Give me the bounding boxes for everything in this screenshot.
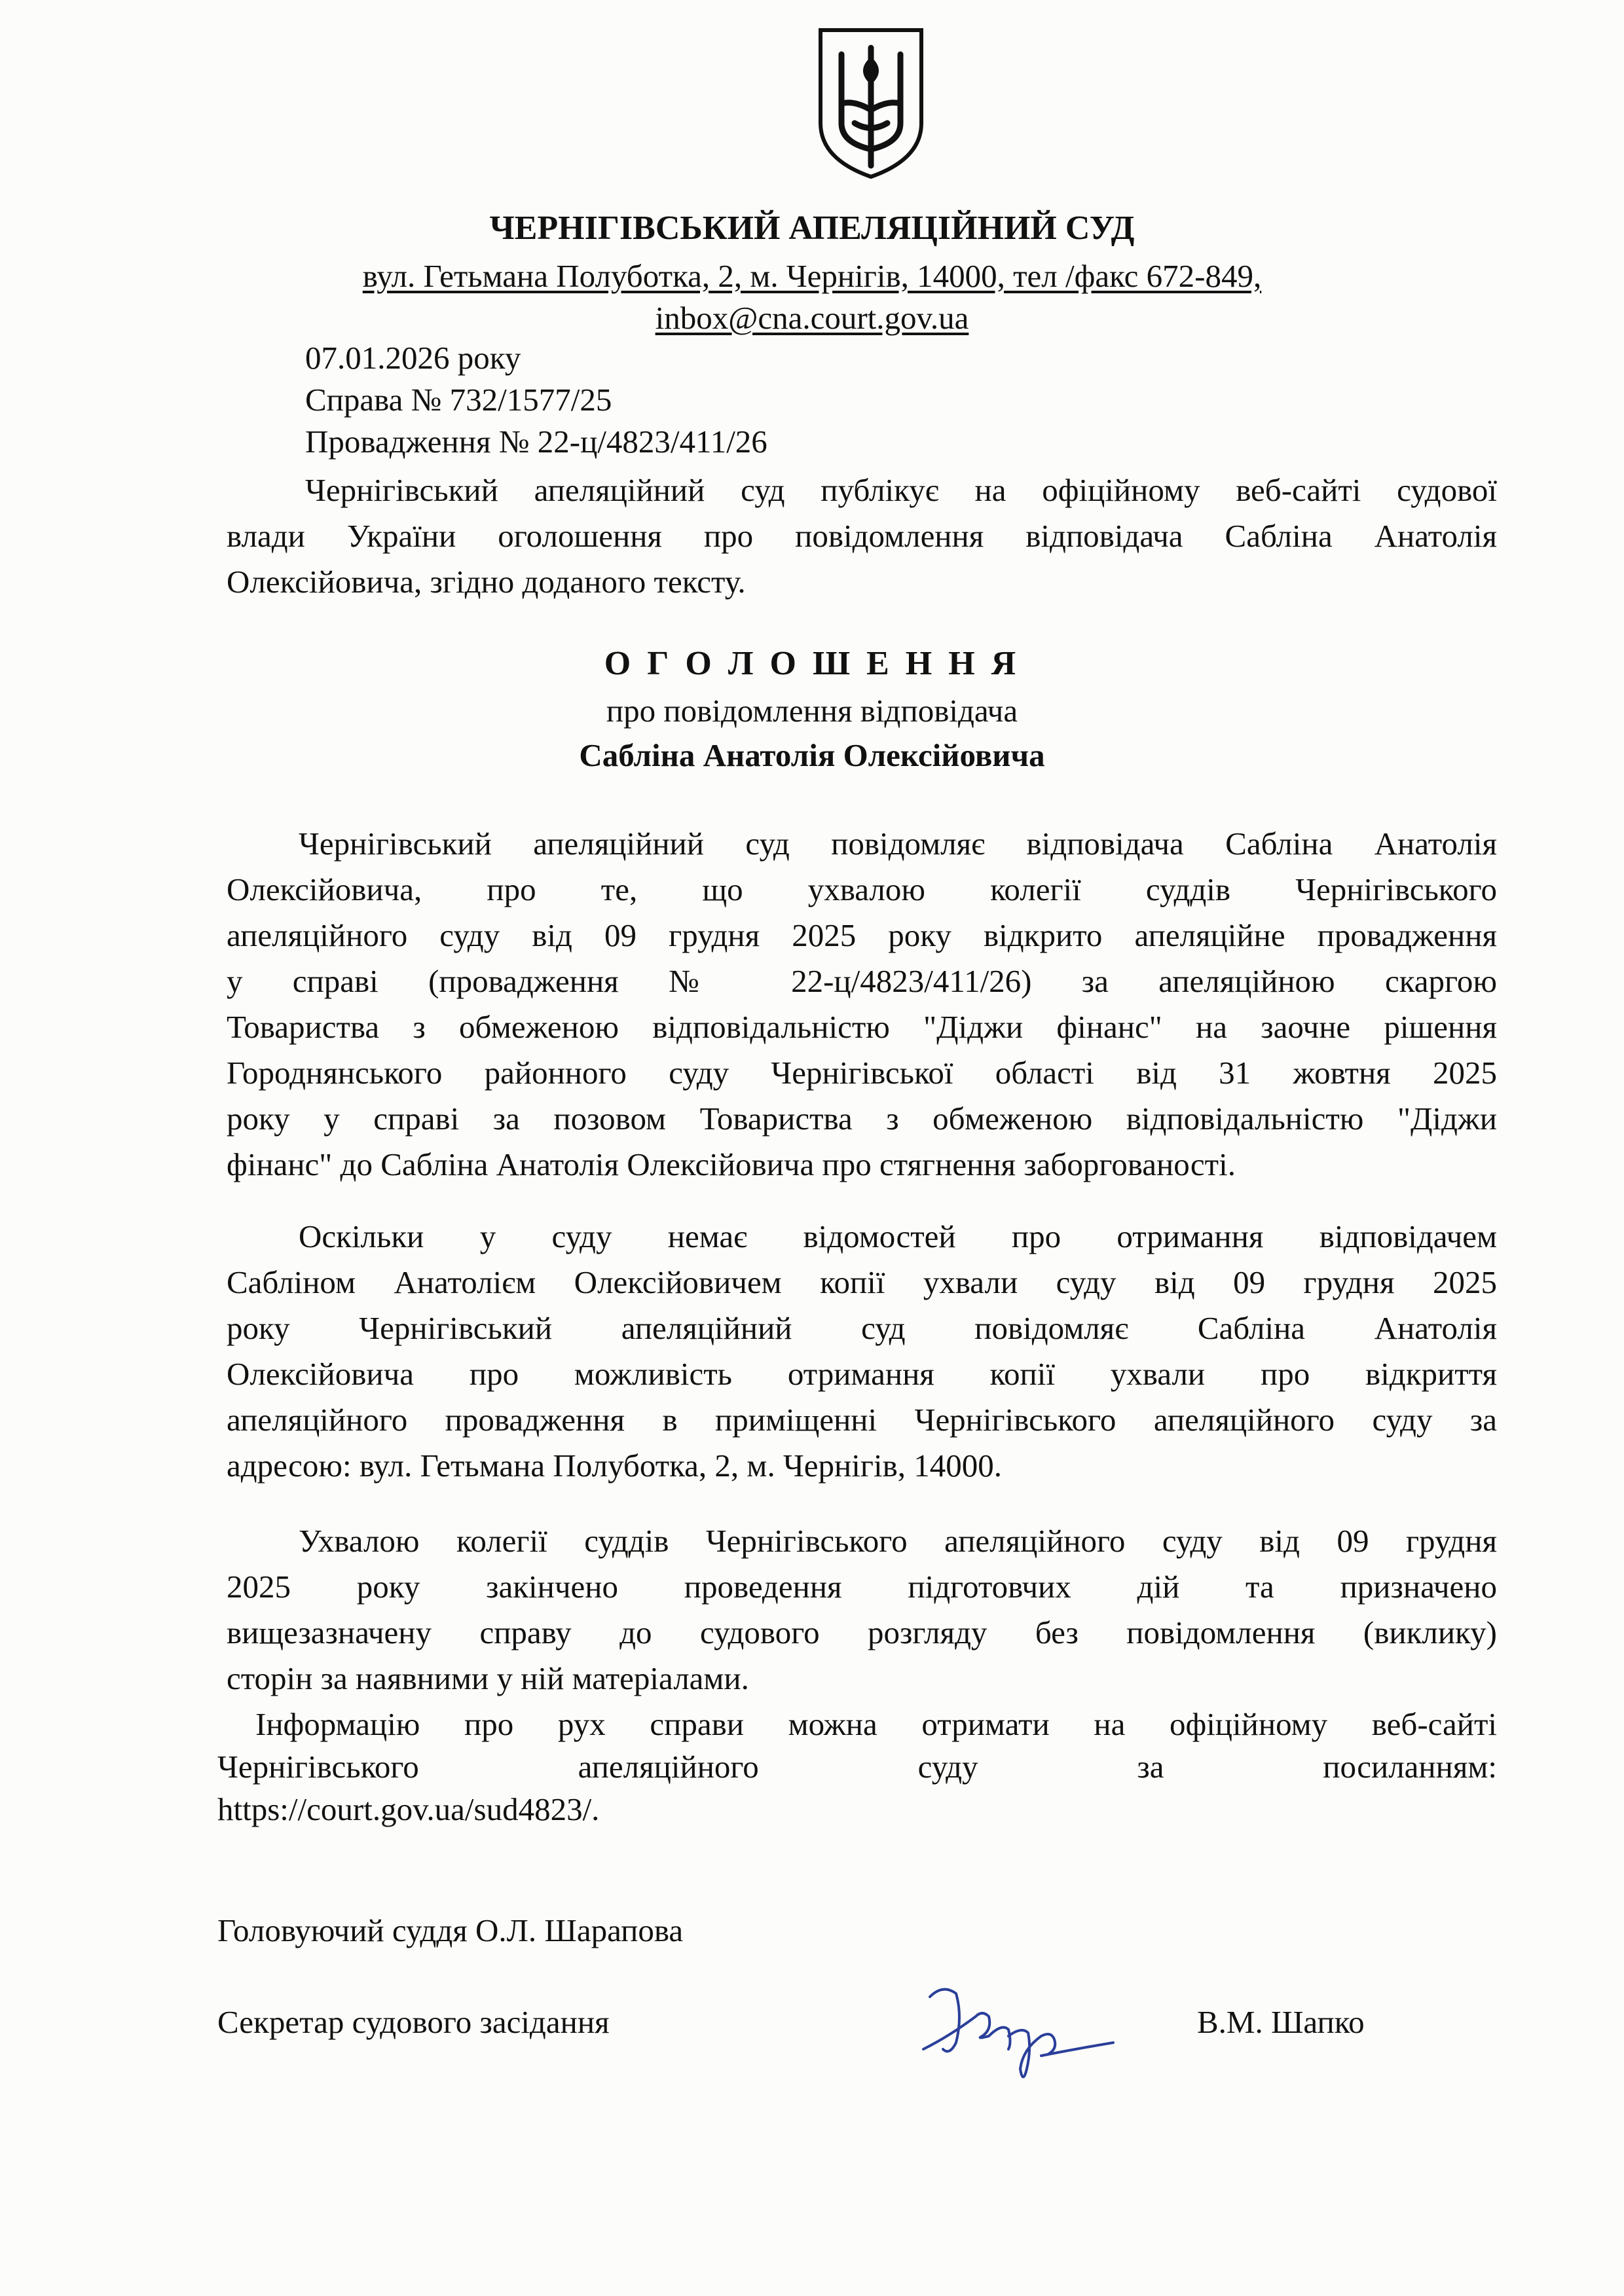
secretary-label: Секретар судового засідання (217, 2004, 610, 2040)
paragraph-line: Сабліном Анатолієм Олексійовичем копії ухвали суду від 09 грудня 2025 (227, 1264, 1497, 1300)
paragraph-line: адресою: вул. Гетьмана Полуботка, 2, м. Чернігів, 14000. (227, 1448, 1002, 1484)
court-address: вул. Гетьмана Полуботка, 2, м. Чернігів, 14000, тел /факс 672-849, (362, 258, 1262, 294)
paragraph-line: у справі (провадження № 22-ц/4823/411/26) за апеляційною скаргою (227, 963, 1497, 999)
intro-line: Олексійовича, згідно доданого тексту. (227, 564, 746, 600)
paragraph-line: Олексійовича, про те, що ухвалою колегії суддів Чернігівського (227, 871, 1497, 907)
court-link: https://court.gov.ua/sud4823/. (217, 1791, 600, 1827)
document-date: 07.01.2026 року (305, 340, 521, 376)
presiding-judge: Головуючий суддя О.Л. Шарапова (217, 1912, 684, 1948)
paragraph-line: апеляційного суду від 09 грудня 2025 року відкрито апеляційне провадження (227, 917, 1497, 953)
paragraph-line: Ухвалою колегії суддів Чернігівського апеляційного суду від 09 грудня (299, 1523, 1497, 1559)
case-number: Справа № 732/1577/25 (305, 382, 612, 418)
paragraph-line: сторін за наявними у ній матеріалами. (227, 1660, 749, 1696)
handwritten-signature (910, 1971, 1133, 2102)
paragraph-line: Чернігівського апеляційного суду за посиланням: (217, 1749, 1497, 1785)
announcement-subtitle: про повідомлення відповідача (606, 693, 1018, 729)
coat-of-arms-icon (815, 25, 927, 182)
paragraph-line: Городнянського районного суду Чернігівської області від 31 жовтня 2025 (227, 1055, 1497, 1091)
secretary-name: В.М. Шапко (1197, 2004, 1365, 2040)
paragraph-line: Оскільки у суду немає відомостей про отримання відповідачем (299, 1218, 1497, 1254)
paragraph-line: фінанс" до Сабліна Анатолія Олексійовича про стягнення заборгованості. (227, 1146, 1236, 1182)
paragraph-line: апеляційного провадження в приміщенні Чернігівського апеляційного суду за (227, 1402, 1497, 1438)
paragraph-line: 2025 року закінчено проведення підготовчих дій та призначено (227, 1569, 1497, 1605)
defendant-name: Сабліна Анатолія Олексійовича (579, 737, 1045, 773)
paragraph-line: Чернігівський апеляційний суд повідомляє відповідача Сабліна Анатолія (299, 826, 1497, 862)
intro-line: Чернігівський апеляційний суд публікує на офіційному веб-сайті судової (305, 472, 1497, 508)
paragraph-line: Олексійовича про можливість отримання копії ухвали про відкриття (227, 1356, 1497, 1392)
announcement-title: О Г О Л О Ш Е Н Н Я (604, 645, 1020, 682)
paragraph-line: року у справі за позовом Товариства з обмеженою відповідальністю "Діджи (227, 1101, 1497, 1137)
proceeding-number: Провадження № 22-ц/4823/411/26 (305, 424, 767, 460)
court-name: ЧЕРНІГІВСЬКИЙ АПЕЛЯЦІЙНИЙ СУД (489, 210, 1135, 247)
paragraph-line: Інформацію про рух справи можна отримати на офіційному веб-сайті (255, 1706, 1497, 1742)
intro-line: влади України оголошення про повідомлення відповідача Сабліна Анатолія (227, 518, 1497, 554)
paragraph-line: року Чернігівський апеляційний суд повідомляє Сабліна Анатолія (227, 1310, 1497, 1346)
paragraph-line: Товариства з обмеженою відповідальністю "Діджи фінанс" на заочне рішення (227, 1009, 1497, 1045)
paragraph-line: вищезазначену справу до судового розгляду без повідомлення (виклику) (227, 1614, 1497, 1650)
court-email: inbox@cna.court.gov.ua (655, 300, 969, 336)
